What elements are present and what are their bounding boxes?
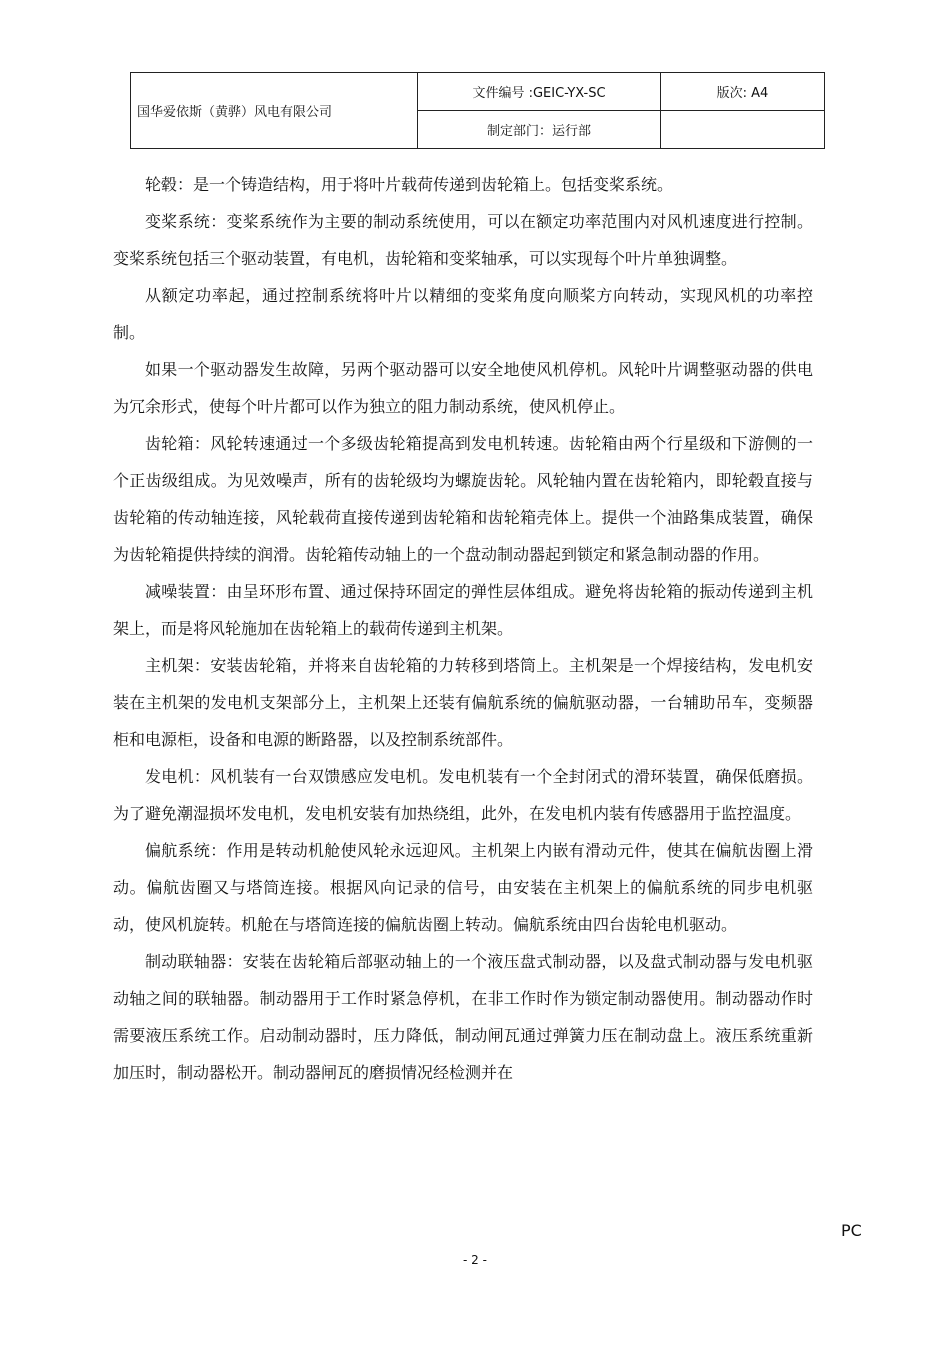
paragraph-power-control: 从额定功率起，通过控制系统将叶片以精细的变桨角度向顺桨方向转动，实现风机的功率控制。 [113, 286, 813, 342]
department: 制定部门：运行部 [418, 111, 661, 149]
paragraph-noise-reduction: 减噪装置：由呈环形布置、通过保持环固定的弹性层体组成。避免将齿轮箱的振动传递到主机架上，而是将风轮施加在齿轮箱上的载荷传递到主机架。 [113, 582, 813, 638]
side-mark: PC [841, 1221, 862, 1240]
paragraph-gearbox: 齿轮箱：风轮转速通过一个多级齿轮箱提高到发电机转速。齿轮箱由两个行星级和下游侧的一个正齿级组成。为见效噪声，所有的齿轮级均为螺旋齿轮。风轮轴内置在齿轮箱内，即轮毂直接与齿轮箱的传动轴连接，风轮载荷直接传递到齿轮箱和齿轮箱壳体上。提供一个油路集成装置，确保为齿轮箱提供持续的润滑。齿轮箱传动轴上的一个盘动制动器起到锁定和紧急制动器的作用。 [113, 434, 813, 564]
version-number: 版次: A4 [661, 73, 825, 111]
document-header-table [130, 72, 825, 149]
document-number: 文件编号 :GEIC-YX-SC [418, 73, 661, 111]
document-body [113, 166, 813, 1091]
paragraph-generator: 发电机：风机装有一台双馈感应发电机。发电机装有一个全封闭式的滑环装置，确保低磨损。为了避免潮湿损坏发电机，发电机安装有加热绕组，此外，在发电机内装有传感器用于监控温度。 [113, 767, 813, 823]
paragraph-pitch-system: 变桨系统：变桨系统作为主要的制动系统使用，可以在额定功率范围内对风机速度进行控制。变桨系统包括三个驱动装置，有电机，齿轮箱和变桨轴承，可以实现每个叶片单独调整。 [113, 212, 813, 268]
paragraph-drive-failure: 如果一个驱动器发生故障，另两个驱动器可以安全地使风机停机。风轮叶片调整驱动器的供电为冗余形式，使每个叶片都可以作为独立的阻力制动系统，使风机停止。 [113, 360, 813, 416]
page-number: - 2 - [463, 1253, 487, 1267]
company-name: 国华爱依斯（黄骅）风电有限公司 [131, 73, 418, 149]
paragraph-hub: 轮毂：是一个铸造结构，用于将叶片载荷传递到齿轮箱上。包括变桨系统。 [145, 175, 674, 194]
paragraph-brake-coupling: 制动联轴器：安装在齿轮箱后部驱动轴上的一个液压盘式制动器，以及盘式制动器与发电机驱动轴之间的联轴器。制动器用于工作时紧急停机，在非工作时作为锁定制动器使用。制动器动作时需要液压系统工作。启动制动器时，压力降低，制动闸瓦通过弹簧力压在制动盘上。液压系统重新加压时，制动器松开。制动器闸瓦的磨损情况经检测并在 [113, 952, 813, 1082]
paragraph-main-frame: 主机架：安装齿轮箱，并将来自齿轮箱的力转移到塔筒上。主机架是一个焊接结构，发电机安装在主机架的发电机支架部分上，主机架上还装有偏航系统的偏航驱动器，一台辅助吊车，变频器柜和电源柜，设备和电源的断路器，以及控制系统部件。 [113, 656, 813, 749]
paragraph-yaw-system: 偏航系统：作用是转动机舱使风轮永远迎风。主机架上内嵌有滑动元件，使其在偏航齿圈上滑动。偏航齿圈又与塔筒连接。根据风向记录的信号，由安装在主机架上的偏航系统的同步电机驱动，使风机旋转。机舱在与塔筒连接的偏航齿圈上转动。偏航系统由四台齿轮电机驱动。 [113, 841, 813, 934]
empty-header-cell [661, 111, 825, 149]
